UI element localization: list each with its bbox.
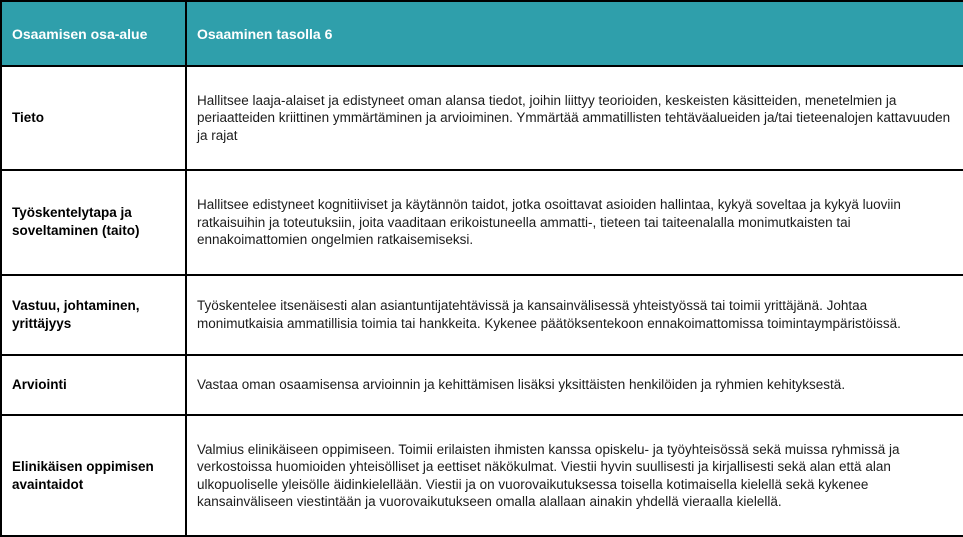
row-label-vastuu: Vastuu, johtaminen, yrittäjyys [1,275,186,355]
row-description-tyoskentelytapa: Hallitsee edistyneet kognitiiviset ja käytännön taidot, jotka osoittavat asioiden hallintaa, kykyä soveltaa ja kykyä luoviin ratkaisuihin ja toteutuksiin, joita vaaditaan erikoistuneella ammatti-, tieteen tai taiteenalalla monimutkaisten tai ennakoimattomien ongelmien ratkaisemiseksi. [186,170,963,274]
row-label-arviointi: Arviointi [1,355,186,416]
table-row [1,170,963,274]
table-row [1,66,963,170]
row-description-elinikainen-oppiminen: Valmius elinikäiseen oppimiseen. Toimii erilaisten ihmisten kanssa opiskelu- ja työyhteisössä sekä muissa ryhmissä ja verkostoissa huomioiden yhteisölliset ja eettiset näkökulmat. Viestii hyvin suullisesti ja kirjallisesti sekä alan että alan ulkopuoliselle yleisölle äidinkielellään. Viestii ja on vuorovaikutuksessa toisella kotimaisella kielellä sekä kykenee kansainväliseen viestintään ja vuorovaikutukseen omalla alallaan ainakin yhdellä vieraalla kielellä. [186,415,963,536]
table-row [1,275,963,355]
row-label-elinikainen-oppiminen: Elinikäisen oppimisen avaintaidot [1,415,186,536]
header-row [1,1,963,66]
row-label-tyoskentelytapa: Työskentelytapa ja soveltaminen (taito) [1,170,186,274]
row-label-tieto: Tieto [1,66,186,170]
table-header [1,1,963,66]
table-body [1,66,963,536]
table-row [1,355,963,416]
row-description-arviointi: Vastaa oman osaamisensa arvioinnin ja kehittämisen lisäksi yksittäisten henkilöiden ja ryhmien kehityksestä. [186,355,963,416]
row-description-vastuu: Työskentelee itsenäisesti alan asiantuntijatehtävissä ja kansainvälisessä yhteistyössä tai toimii yrittäjänä. Johtaa monimutkaisia ammatillisia toimia tai hankkeita. Kykenee päätöksentekoon ennakoimattomissa toimintaympäristöissä. [186,275,963,355]
header-cell-level-6: Osaaminen tasolla 6 [186,1,963,66]
header-cell-competence-area: Osaamisen osa-alue [1,1,186,66]
row-description-tieto: Hallitsee laaja-alaiset ja edistyneet oman alansa tiedot, joihin liittyy teorioiden, keskeisten käsitteiden, menetelmien ja periaatteiden kriittinen ymmärtäminen ja arvioiminen. Ymmärtää ammatillisten tehtäväalueiden ja/tai tieteenalojen kattavuuden ja rajat [186,66,963,170]
table-row [1,415,963,536]
